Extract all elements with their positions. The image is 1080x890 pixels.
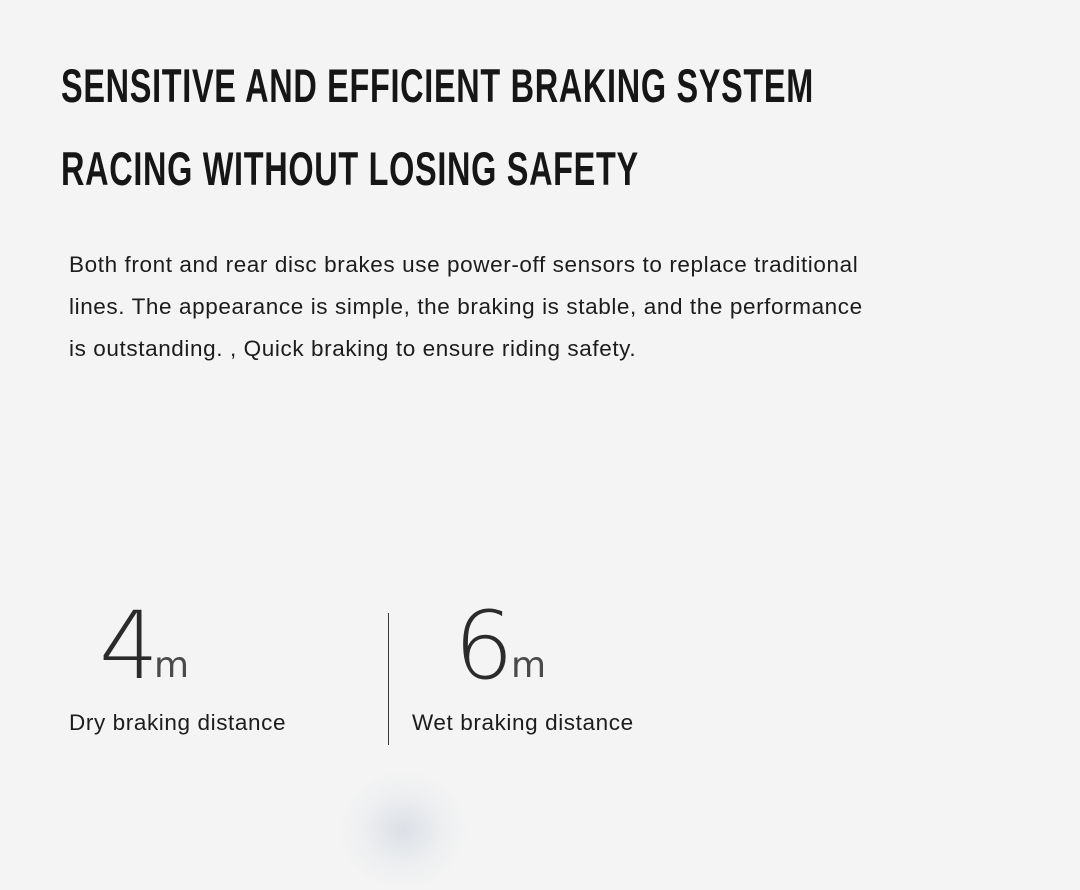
- dry-braking-label: Dry braking distance: [69, 710, 287, 735]
- dry-braking-unit: m: [154, 645, 190, 686]
- product-image-edge: [338, 770, 468, 890]
- wet-braking-value: 6: [454, 592, 514, 701]
- wet-braking-label: Wet braking distance: [412, 710, 634, 735]
- feature-subheadline: RACING WITHOUT LOSING SAFETY: [61, 142, 639, 195]
- dry-braking-value: 4: [99, 592, 159, 701]
- stat-divider: [388, 613, 389, 745]
- feature-description: Both front and rear disc brakes use power-off sensors to replace traditional lines. The appearance is simple, the braking is stable, and the performance is outstanding. , Quick braking to ensure riding safety.: [69, 252, 863, 361]
- wet-braking-unit: m: [511, 645, 547, 686]
- feature-headline: SENSITIVE AND EFFICIENT BRAKING SYSTEM: [61, 59, 814, 112]
